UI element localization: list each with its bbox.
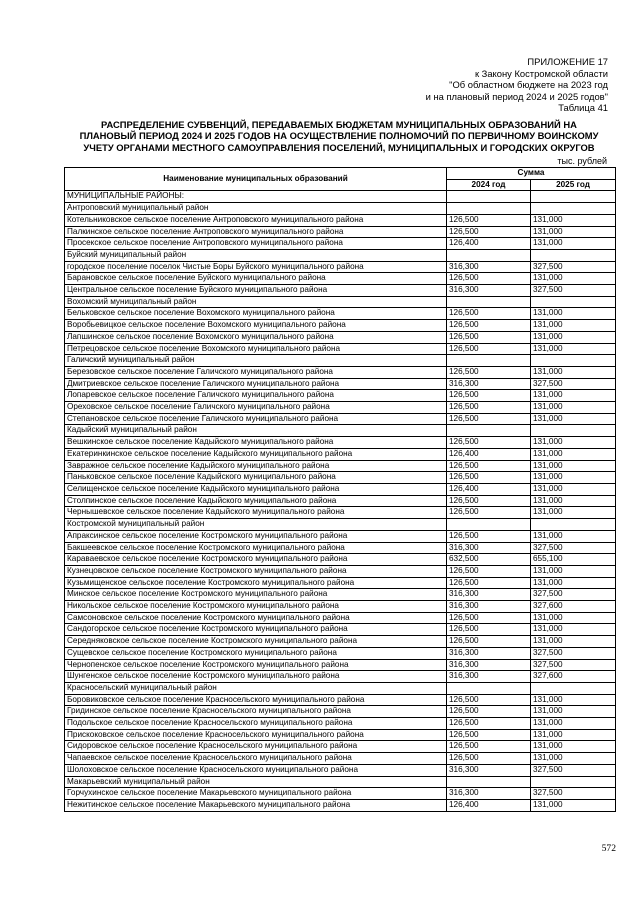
value-2024 (447, 682, 531, 694)
district-row (65, 296, 616, 308)
table-row (65, 589, 616, 601)
value-2024: 126,500 (447, 331, 531, 343)
value-2024: 126,500 (447, 718, 531, 730)
value-2025: 131,000 (531, 718, 616, 730)
municipality-name: Прискоковское сельское поселение Красносельского муниципального района (65, 729, 447, 741)
value-2025: 131,000 (531, 366, 616, 378)
table-row (65, 238, 616, 250)
table-row (65, 694, 616, 706)
municipality-name: Подольское сельское поселение Красносельского муниципального района (65, 718, 447, 730)
table-row (65, 413, 616, 425)
value-2024: 126,500 (447, 530, 531, 542)
table-row (65, 753, 616, 765)
municipality-name: Чапаевское сельское поселение Красносельского муниципального района (65, 753, 447, 765)
district-name: Вохомский муниципальный район (65, 296, 447, 308)
table-row (65, 799, 616, 811)
value-2025: 131,000 (531, 308, 616, 320)
value-2024: 126,400 (447, 448, 531, 460)
municipality-name: Чернышевское сельское поселение Кадыйского муниципального района (65, 507, 447, 519)
value-2025: 131,000 (531, 214, 616, 226)
district-row (65, 203, 616, 215)
municipality-name: Столпинское сельское поселение Кадыйского муниципального района (65, 495, 447, 507)
value-2025: 655,100 (531, 554, 616, 566)
value-2025: 131,000 (531, 495, 616, 507)
value-2025: 131,000 (531, 507, 616, 519)
district-row (65, 519, 616, 531)
district-row (65, 425, 616, 437)
table-row (65, 366, 616, 378)
value-2024: 632,500 (447, 554, 531, 566)
value-2025: 131,000 (531, 483, 616, 495)
table-row (65, 741, 616, 753)
district-name: Кадыйский муниципальный район (65, 425, 447, 437)
municipality-name: Екатеринкинское сельское поселение Кадыйского муниципального района (65, 448, 447, 460)
district-row (65, 355, 616, 367)
municipality-name: Петрецовское сельское поселение Вохомского муниципального района (65, 343, 447, 355)
value-2024: 126,500 (447, 390, 531, 402)
value-2024: 316,300 (447, 378, 531, 390)
value-2025: 131,000 (531, 273, 616, 285)
value-2024 (447, 203, 531, 215)
municipality-name: Воробьевицкое сельское поселение Вохомского муниципального района (65, 320, 447, 332)
value-2025: 131,000 (531, 565, 616, 577)
value-2024 (447, 776, 531, 788)
appendix-line: Таблица 41 (558, 102, 608, 114)
municipality-name: Просекское сельское поселение Антроповского муниципального района (65, 238, 447, 250)
municipality-name: Центральное сельское поселение Буйского муниципального района (65, 285, 447, 297)
value-2024 (447, 191, 531, 203)
table-row (65, 390, 616, 402)
municipality-name: Никольское сельское поселение Костромского муниципального района (65, 601, 447, 613)
value-2024: 316,300 (447, 647, 531, 659)
district-row (65, 682, 616, 694)
table-row (65, 320, 616, 332)
title-line: УЧЕТУ ОРГАНАМИ МЕСТНОГО САМОУПРАВЛЕНИЯ ПОСЕЛЕНИЙ, МУНИЦИПАЛЬНЫХ И ГОРОДСКИХ ОКРУГОВ (83, 141, 595, 153)
value-2024: 126,500 (447, 402, 531, 414)
table-row (65, 706, 616, 718)
value-2025: 131,000 (531, 624, 616, 636)
value-2025 (531, 191, 616, 203)
table-row (65, 577, 616, 589)
value-2025: 327,500 (531, 285, 616, 297)
value-2024: 316,300 (447, 671, 531, 683)
table-row (65, 273, 616, 285)
municipality-name: Паньковское сельское поселение Кадыйского муниципального района (65, 472, 447, 484)
value-2024: 126,500 (447, 460, 531, 472)
value-2024: 126,500 (447, 366, 531, 378)
table-row (65, 495, 616, 507)
table-row (65, 285, 616, 297)
table-row (65, 530, 616, 542)
value-2024: 126,500 (447, 320, 531, 332)
value-2024: 126,400 (447, 799, 531, 811)
value-2025: 131,000 (531, 343, 616, 355)
table-row (65, 624, 616, 636)
value-2024: 126,500 (447, 694, 531, 706)
value-2025 (531, 519, 616, 531)
value-2025: 131,000 (531, 577, 616, 589)
table-row (65, 647, 616, 659)
table-row (65, 554, 616, 566)
table-row (65, 601, 616, 613)
table-row (65, 437, 616, 449)
appendix-header (278, 56, 608, 114)
value-2025: 131,000 (531, 448, 616, 460)
value-2025: 131,000 (531, 706, 616, 718)
municipality-name: Караваевское сельское поселение Костромского муниципального района (65, 554, 447, 566)
table-row (65, 542, 616, 554)
value-2024: 126,500 (447, 729, 531, 741)
table-row (65, 565, 616, 577)
value-2025: 131,000 (531, 331, 616, 343)
value-2024: 126,500 (447, 507, 531, 519)
value-2024: 316,300 (447, 542, 531, 554)
value-2024 (447, 355, 531, 367)
district-name: Галичский муниципальный район (65, 355, 447, 367)
table-row (65, 378, 616, 390)
table-row (65, 612, 616, 624)
table-row (65, 764, 616, 776)
value-2024 (447, 519, 531, 531)
value-2025: 327,500 (531, 542, 616, 554)
value-2025: 131,000 (531, 437, 616, 449)
header-2025: 2025 год (531, 179, 616, 191)
value-2024: 316,300 (447, 788, 531, 800)
municipality-name: Палкинское сельское поселение Антроповского муниципального района (65, 226, 447, 238)
value-2024: 316,300 (447, 764, 531, 776)
value-2024 (447, 425, 531, 437)
municipality-name: Горчухинское сельское поселение Макарьевского муниципального района (65, 788, 447, 800)
value-2025 (531, 682, 616, 694)
value-2024: 126,500 (447, 565, 531, 577)
table-row (65, 636, 616, 648)
municipality-name: городское поселение поселок Чистые Боры Буйского муниципального района (65, 261, 447, 273)
value-2024: 126,500 (447, 437, 531, 449)
appendix-line: к Закону Костромской области (474, 67, 608, 79)
municipality-name: Бакшеевское сельское поселение Костромского муниципального района (65, 542, 447, 554)
value-2025: 131,000 (531, 694, 616, 706)
value-2025: 131,000 (531, 612, 616, 624)
value-2025 (531, 203, 616, 215)
municipality-name: Апраксинское сельское поселение Костромского муниципального района (65, 530, 447, 542)
municipality-name: Дмитриевское сельское поселение Галичского муниципального района (65, 378, 447, 390)
value-2024: 126,500 (447, 273, 531, 285)
municipality-name: Ореховское сельское поселение Галичского муниципального района (65, 402, 447, 414)
value-2024: 126,500 (447, 753, 531, 765)
municipality-name: Завражное сельское поселение Кадыйского муниципального района (65, 460, 447, 472)
municipality-name: Сидоровское сельское поселение Красносельского муниципального района (65, 741, 447, 753)
value-2025: 327,600 (531, 671, 616, 683)
value-2024: 126,500 (447, 706, 531, 718)
district-name: Костромской муниципальный район (65, 519, 447, 531)
value-2025: 131,000 (531, 413, 616, 425)
table-row (65, 788, 616, 800)
value-2025 (531, 296, 616, 308)
value-2024: 126,500 (447, 495, 531, 507)
district-name: Макарьевский муниципальный район (65, 776, 447, 788)
value-2024 (447, 249, 531, 261)
subvention-table (64, 167, 616, 812)
value-2025: 131,000 (531, 460, 616, 472)
header-sum: Сумма (447, 168, 616, 180)
municipality-name: Степановское сельское поселение Галичского муниципального района (65, 413, 447, 425)
value-2025: 131,000 (531, 472, 616, 484)
value-2025: 131,000 (531, 226, 616, 238)
value-2024: 126,400 (447, 483, 531, 495)
value-2025: 327,500 (531, 647, 616, 659)
table-row (65, 472, 616, 484)
district-name: Буйский муниципальный район (65, 249, 447, 261)
appendix-line: ПРИЛОЖЕНИЕ 17 (527, 56, 608, 67)
table-row (65, 331, 616, 343)
value-2024: 126,400 (447, 238, 531, 250)
table-row (65, 343, 616, 355)
value-2024: 126,500 (447, 624, 531, 636)
municipality-name: Самсоновское сельское поселение Костромского муниципального района (65, 612, 447, 624)
value-2024: 126,500 (447, 741, 531, 753)
table-row (65, 460, 616, 472)
value-2025 (531, 355, 616, 367)
value-2025: 131,000 (531, 238, 616, 250)
value-2024: 316,300 (447, 601, 531, 613)
value-2025: 131,000 (531, 320, 616, 332)
value-2025: 131,000 (531, 636, 616, 648)
municipality-name: Лапшинское сельское поселение Вохомского муниципального района (65, 331, 447, 343)
district-name: Красносельский муниципальный район (65, 682, 447, 694)
value-2025: 131,000 (531, 799, 616, 811)
header-2024: 2024 год (447, 179, 531, 191)
value-2024: 126,500 (447, 343, 531, 355)
value-2025: 131,000 (531, 530, 616, 542)
value-2024: 126,500 (447, 472, 531, 484)
district-row (65, 776, 616, 788)
units-label: тыс. рублей (557, 156, 607, 166)
table-row (65, 226, 616, 238)
value-2024 (447, 296, 531, 308)
value-2024: 126,500 (447, 308, 531, 320)
document-title (64, 119, 614, 153)
municipality-name: Бельковское сельское поселение Вохомского муниципального района (65, 308, 447, 320)
value-2025: 327,500 (531, 659, 616, 671)
table-body (65, 191, 616, 811)
municipality-name: Шолоховское сельское поселение Красносельского муниципального района (65, 764, 447, 776)
table-row (65, 448, 616, 460)
municipality-name: Котельниковское сельское поселение Антроповского муниципального района (65, 214, 447, 226)
appendix-line: и на плановый период 2024 и 2025 годов" (425, 90, 608, 102)
header-name: Наименование муниципальных образований (65, 168, 447, 191)
table-row (65, 483, 616, 495)
municipality-name: Лопаревское сельское поселение Галичского муниципального района (65, 390, 447, 402)
municipality-name: Сандогорское сельское поселение Костромского муниципального района (65, 624, 447, 636)
municipality-name: Сущевское сельское поселение Костромского муниципального района (65, 647, 447, 659)
table-row (65, 308, 616, 320)
municipality-name: Чернопенское сельское поселение Костромского муниципального района (65, 659, 447, 671)
municipality-name: Барановское сельское поселение Буйского муниципального района (65, 273, 447, 285)
district-name: Антроповский муниципальный район (65, 203, 447, 215)
municipality-name: Середняковское сельское поселение Костромского муниципального района (65, 636, 447, 648)
table-row (65, 402, 616, 414)
value-2025: 131,000 (531, 402, 616, 414)
value-2025: 327,500 (531, 261, 616, 273)
value-2024: 126,500 (447, 612, 531, 624)
value-2025: 327,500 (531, 764, 616, 776)
value-2024: 126,500 (447, 226, 531, 238)
table-row (65, 507, 616, 519)
value-2025 (531, 425, 616, 437)
value-2024: 316,300 (447, 285, 531, 297)
municipality-name: Березовское сельское поселение Галичского муниципального района (65, 366, 447, 378)
table-row (65, 718, 616, 730)
value-2024: 126,500 (447, 636, 531, 648)
value-2025: 327,500 (531, 378, 616, 390)
value-2025: 327,500 (531, 589, 616, 601)
table-row (65, 729, 616, 741)
value-2024: 126,500 (447, 577, 531, 589)
value-2025: 131,000 (531, 741, 616, 753)
district-row (65, 249, 616, 261)
municipality-name: Вешкинское сельское поселение Кадыйского муниципального района (65, 437, 447, 449)
appendix-line: "Об областном бюджете на 2023 год (449, 79, 608, 91)
title-line: РАСПРЕДЕЛЕНИЕ СУБВЕНЦИЙ, ПЕРЕДАВАЕМЫХ БЮДЖЕТАМ МУНИЦИПАЛЬНЫХ ОБРАЗОВАНИЙ НА (101, 119, 577, 130)
municipality-name: Селищенское сельское поселение Кадыйского муниципального района (65, 483, 447, 495)
municipality-name: Нежитинское сельское поселение Макарьевского муниципального района (65, 799, 447, 811)
page-number: 572 (601, 843, 616, 854)
section-name: МУНИЦИПАЛЬНЫЕ РАЙОНЫ: (65, 191, 447, 203)
value-2024: 316,300 (447, 589, 531, 601)
table-row (65, 659, 616, 671)
table-row (65, 214, 616, 226)
section-row (65, 191, 616, 203)
value-2025: 327,600 (531, 601, 616, 613)
municipality-name: Гридинское сельское поселение Красносельского муниципального района (65, 706, 447, 718)
value-2025: 131,000 (531, 753, 616, 765)
value-2024: 316,300 (447, 261, 531, 273)
value-2025: 131,000 (531, 390, 616, 402)
value-2025 (531, 249, 616, 261)
value-2025 (531, 776, 616, 788)
municipality-name: Минское сельское поселение Костромского муниципального района (65, 589, 447, 601)
table-row (65, 671, 616, 683)
value-2024: 126,500 (447, 214, 531, 226)
title-line: ПЛАНОВЫЙ ПЕРИОД 2024 И 2025 ГОДОВ НА ОСУЩЕСТВЛЕНИЕ ПОЛНОМОЧИЙ ПО ПЕРВИЧНОМУ ВОИНСКОМУ (79, 130, 599, 142)
value-2024: 316,300 (447, 659, 531, 671)
value-2025: 327,500 (531, 788, 616, 800)
municipality-name: Кузнецовское сельское поселение Костромского муниципального района (65, 565, 447, 577)
municipality-name: Боровиковское сельское поселение Красносельского муниципального района (65, 694, 447, 706)
municipality-name: Кузьмищенское сельское поселение Костромского муниципального района (65, 577, 447, 589)
value-2025: 131,000 (531, 729, 616, 741)
municipality-name: Шунгенское сельское поселение Костромского муниципального района (65, 671, 447, 683)
value-2024: 126,500 (447, 413, 531, 425)
table-row (65, 261, 616, 273)
